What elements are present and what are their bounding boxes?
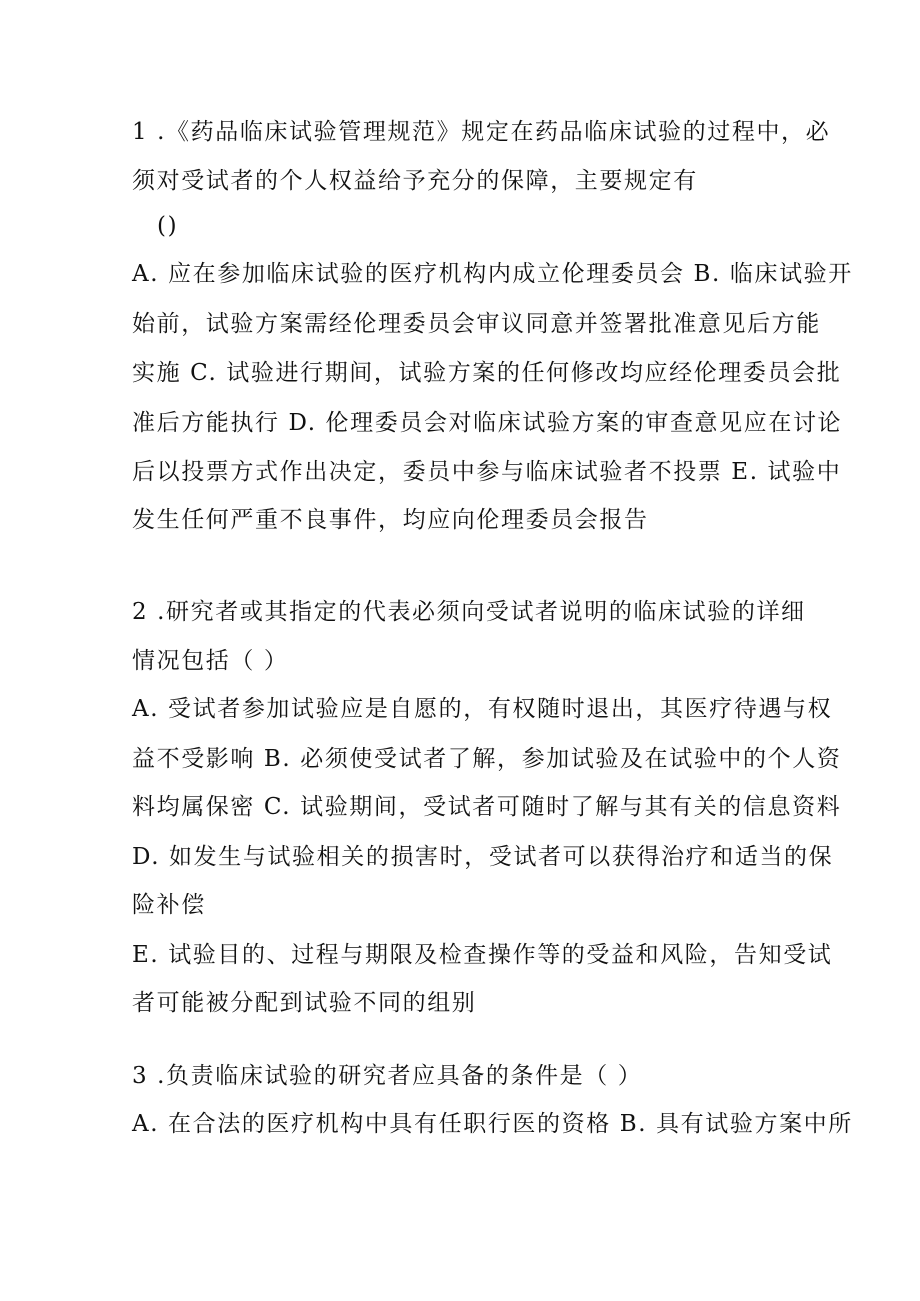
question-2-options-line-4: D. 如发生与试验相关的损害时，受试者可以获得治疗和适当的保 bbox=[132, 844, 834, 870]
question-2-options-line-7: 者可能被分配到试验不同的组别 bbox=[132, 990, 477, 1016]
question-3-options-line-1: A. 在合法的医疗机构中具有任职行医的资格 B. 具有试验方案中所 bbox=[132, 1111, 853, 1137]
question-1-line-1: 1 .《药品临床试验管理规范》规定在药品临床试验的过程中，必 bbox=[132, 119, 831, 145]
question-2-options-line-6: E. 试验目的、过程与期限及检查操作等的受益和风险，告知受试 bbox=[132, 942, 833, 968]
question-2-options-line-1: A. 受试者参加试验应是自愿的，有权随时退出，其医疗待遇与权 bbox=[132, 696, 833, 722]
question-2-options-line-5: 险补偿 bbox=[132, 892, 206, 918]
question-2-line-2: 情况包括（ ） bbox=[132, 648, 289, 674]
question-1-answer-paren: () bbox=[157, 213, 179, 239]
question-1-options-line-3: 实施 C. 试验进行期间，试验方案的任何修改均应经伦理委员会批 bbox=[132, 360, 842, 386]
question-1-line-2: 须对受试者的个人权益给予充分的保障，主要规定有 bbox=[132, 168, 698, 194]
question-2-options-line-2: 益不受影响 B. 必须使受试者了解，参加试验及在试验中的个人资 bbox=[132, 746, 842, 772]
question-1-options-line-4: 准后方能执行 D. 伦理委员会对临床试验方案的审查意见应在讨论 bbox=[132, 410, 843, 436]
question-2-line-1: 2 .研究者或其指定的代表必须向受试者说明的临床试验的详细 bbox=[132, 599, 806, 625]
question-1-options-line-5: 后以投票方式作出决定，委员中参与临床试验者不投票 E. 试验中 bbox=[132, 459, 842, 485]
question-2-options-line-3: 料均属保密 C. 试验期间，受试者可随时了解与其有关的信息资料 bbox=[132, 794, 842, 820]
question-1-options-line-6: 发生任何严重不良事件，均应向伦理委员会报告 bbox=[132, 507, 649, 533]
question-3-line-1: 3 .负责临床试验的研究者应具备的条件是（ ） bbox=[132, 1063, 643, 1089]
question-1-options-line-2: 始前，试验方案需经伦理委员会审议同意并签署批准意见后方能 bbox=[132, 311, 821, 337]
question-1-options-line-1: A. 应在参加临床试验的医疗机构内成立伦理委员会 B. 临床试验开 bbox=[132, 261, 853, 287]
